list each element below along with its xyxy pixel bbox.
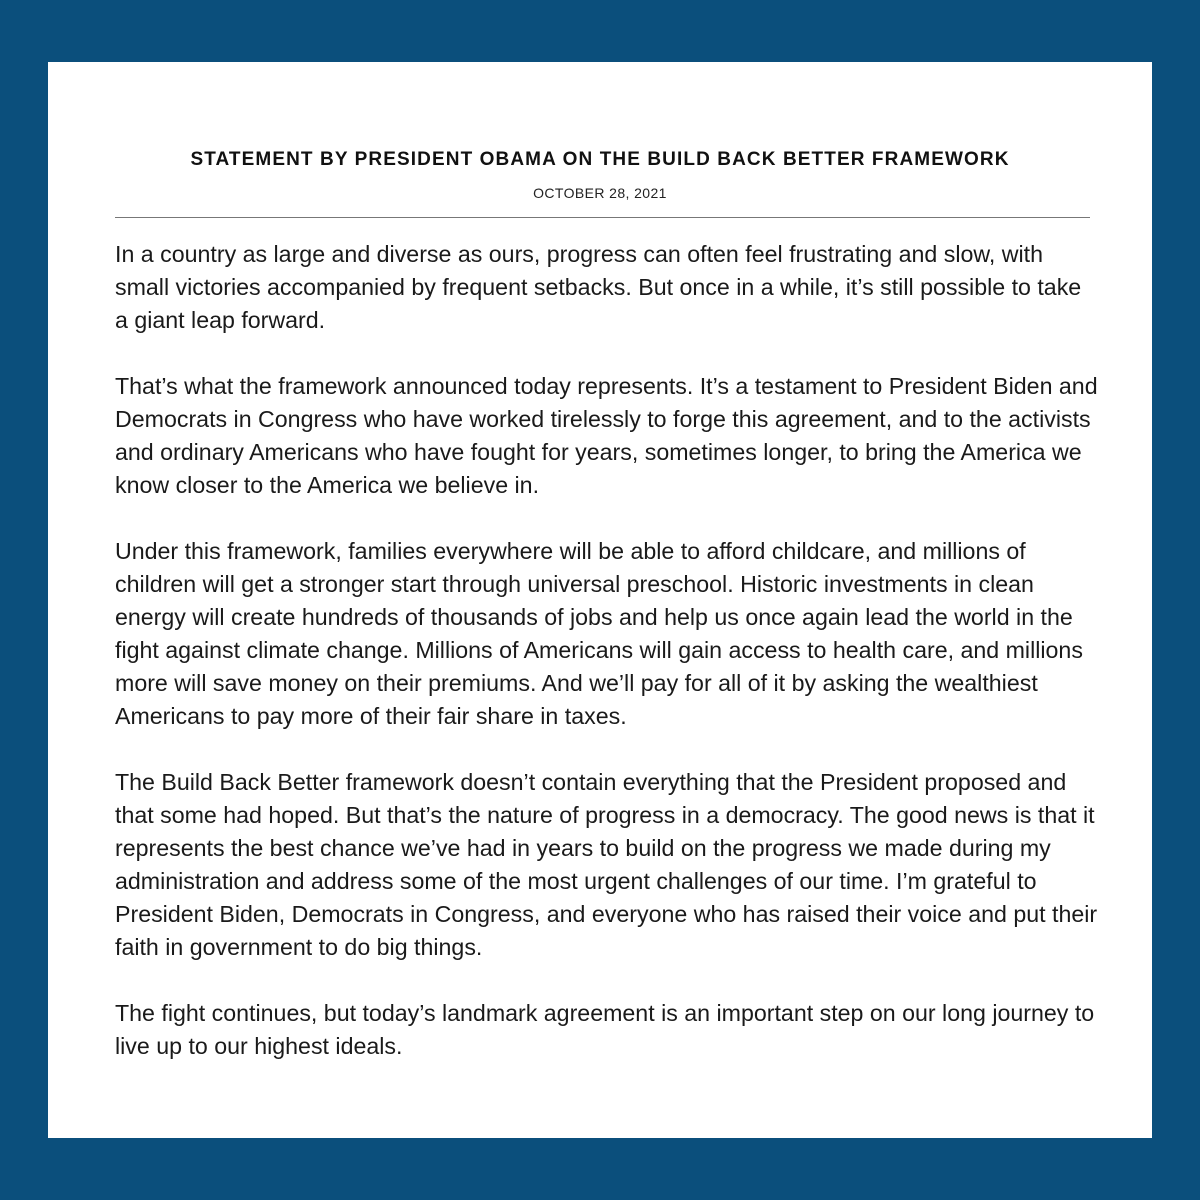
paragraph-1: In a country as large and diverse as ours, progress can often feel frustrating and slow, with small victories accompanied by frequent setbacks. But once in a while, it’s still possible to take a giant leap forward. (115, 241, 1082, 333)
paragraph-2: That’s what the framework announced today represents. It’s a testament to President Biden and Democrats in Congress who have worked tirelessly to forge this agreement, and to the activists and ordinary Americans who have fought for years, sometimes longer, to bring the America we know closer to the America we believe in. (115, 373, 1098, 498)
statement-card (48, 62, 1152, 1138)
statement-title: STATEMENT BY PRESIDENT OBAMA ON THE BUILD BACK BETTER FRAMEWORK (190, 149, 1010, 170)
header-divider (115, 217, 1090, 218)
statement-body (115, 238, 1100, 1063)
paragraph-4: The Build Back Better framework doesn’t contain everything that the President proposed and that some had hoped. But that’s the nature of progress in a democracy. The good news is that it represents the best chance we’ve had in years to build on the progress we made during my administration and address some of the most urgent challenges of our time. I’m grateful to President Biden, Democrats in Congress, and everyone who has raised their voice and put their faith in government to do big things. (115, 769, 1098, 960)
statement-date: OCTOBER 28, 2021 (533, 185, 667, 201)
paragraph-5: The fight continues, but today’s landmark agreement is an important step on our long journey to live up to our highest ideals. (115, 1000, 1095, 1059)
paragraph-3: Under this framework, families everywhere will be able to afford childcare, and millions of children will get a stronger start through universal preschool. Historic investments in clean energy will create hundreds of thousands of jobs and help us once again lead the world in the fight against climate change. Millions of Americans will gain access to health care, and millions more will save money on their premiums. And we’ll pay for all of it by asking the wealthiest Americans to pay more of their fair share in taxes. (115, 538, 1083, 729)
